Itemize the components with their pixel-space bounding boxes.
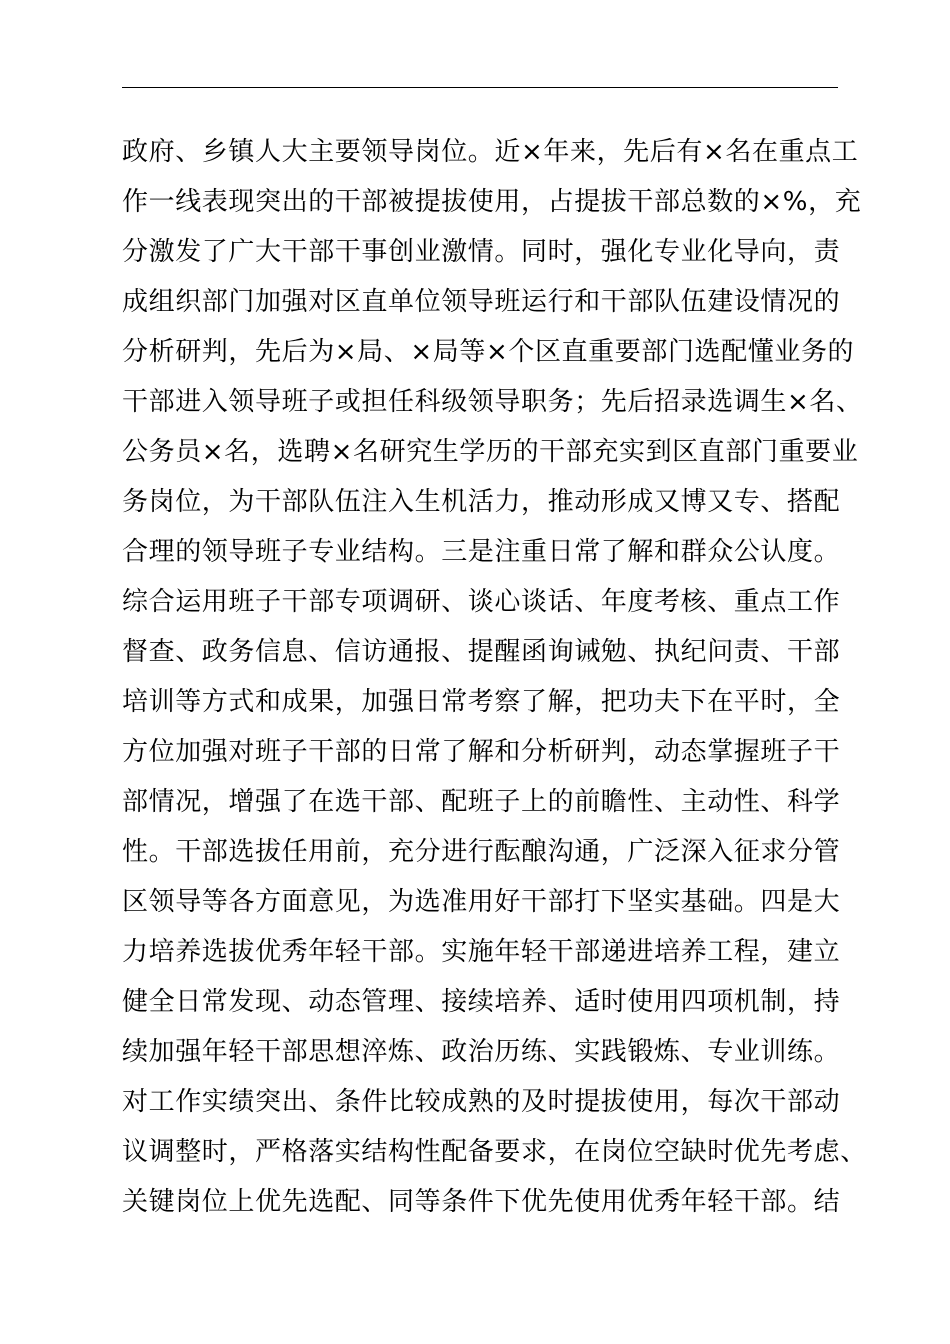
text-line: 培训等方式和成果，加强日常考察了解，把功夫下在平时，全 <box>122 687 841 717</box>
text-line: 力培养选拔优秀年轻干部。实施年轻干部递进培养工程，建立 <box>122 937 841 967</box>
text-line: 督查、政务信息、信访通报、提醒函询诫勉、执纪问责、干部 <box>122 637 841 667</box>
text-line: 区领导等各方面意见，为选准用好干部打下坚实基础。四是大 <box>122 887 841 917</box>
text-line: 综合运用班子干部专项调研、谈心谈话、年度考核、重点工作 <box>122 587 841 617</box>
text-line: 合理的领导班子专业结构。三是注重日常了解和群众公认度。 <box>122 537 841 567</box>
text-line: 干部进入领导班子或担任科级领导职务；先后招录选调生×名、 <box>122 387 863 417</box>
header-rule <box>122 87 838 88</box>
text-line: 作一线表现突出的干部被提拔使用，占提拔干部总数的×%，充 <box>122 187 862 217</box>
text-line: 政府、乡镇人大主要领导岗位。近×年来，先后有×名在重点工 <box>122 137 859 167</box>
text-line: 对工作实绩突出、条件比较成熟的及时提拔使用，每次干部动 <box>122 1087 841 1117</box>
text-line: 务岗位，为干部队伍注入生机活力，推动形成又博又专、搭配 <box>122 487 841 517</box>
body-text <box>122 127 867 1227</box>
text-line: 分激发了广大干部干事创业激情。同时，强化专业化导向，责 <box>122 237 841 267</box>
text-line: 成组织部门加强对区直单位领导班运行和干部队伍建设情况的 <box>122 287 841 317</box>
text-line: 关键岗位上优先选配、同等条件下优先使用优秀年轻干部。结 <box>122 1187 841 1217</box>
text-line: 性。干部选拔任用前，充分进行酝酿沟通，广泛深入征求分管 <box>122 837 841 867</box>
text-line: 健全日常发现、动态管理、接续培养、适时使用四项机制，持 <box>122 987 841 1017</box>
text-line: 议调整时，严格落实结构性配备要求，在岗位空缺时优先考虑、 <box>122 1137 867 1167</box>
text-line: 方位加强对班子干部的日常了解和分析研判，动态掌握班子干 <box>122 737 841 767</box>
text-line: 公务员×名，选聘×名研究生学历的干部充实到区直部门重要业 <box>122 437 859 467</box>
text-line: 部情况，增强了在选干部、配班子上的前瞻性、主动性、科学 <box>122 787 841 817</box>
text-line: 分析研判，先后为×局、×局等×个区直重要部门选配懂业务的 <box>122 337 855 367</box>
text-line: 续加强年轻干部思想淬炼、政治历练、实践锻炼、专业训练。 <box>122 1037 841 1067</box>
